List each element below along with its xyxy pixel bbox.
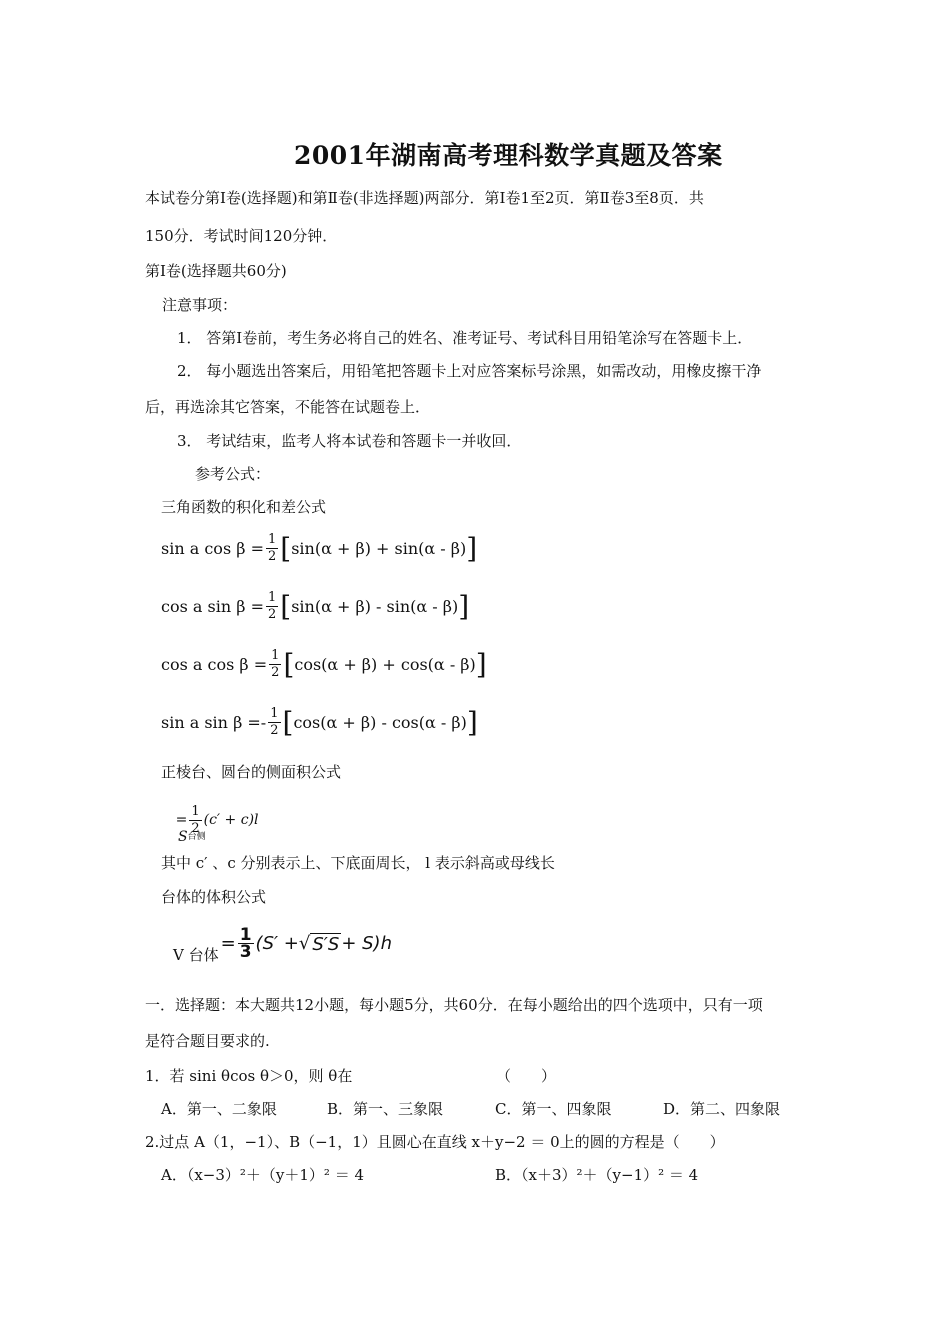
lateral-subscript: 台侧 bbox=[187, 831, 206, 842]
fraction-denominator: 2 bbox=[267, 549, 277, 564]
right-bracket: ] bbox=[466, 531, 478, 565]
formula-cos-cos bbox=[161, 648, 487, 681]
fraction-half bbox=[268, 706, 280, 739]
fraction-half bbox=[269, 648, 281, 681]
fraction-half bbox=[266, 532, 278, 565]
formula-body: sin(α + β) - sin(α - β) bbox=[291, 596, 459, 616]
right-bracket: ] bbox=[475, 647, 487, 681]
volume-heading: 台体的体积公式 bbox=[161, 888, 267, 906]
fraction-half bbox=[189, 804, 201, 837]
lateral-equals: = bbox=[175, 812, 188, 828]
fraction-numerator: 1 bbox=[270, 706, 279, 721]
fraction-third bbox=[238, 927, 254, 960]
formula-body: cos(α + β) + cos(α - β) bbox=[294, 654, 476, 674]
intro-line-1: 本试卷分第Ⅰ卷(选择题)和第Ⅱ卷(非选择题)两部分．第Ⅰ卷1至2页．第Ⅱ卷3至8页．共 bbox=[145, 189, 704, 207]
fraction-half bbox=[266, 590, 278, 623]
formula-body: sin(α + β) + sin(α - β) bbox=[291, 538, 467, 558]
formula-lhs: cos a sin β = bbox=[161, 596, 264, 616]
fraction-numerator: 1 bbox=[271, 648, 280, 663]
fraction-numerator: 1 bbox=[267, 532, 277, 547]
formula-cos-sin bbox=[161, 590, 469, 623]
lateral-note: 其中 c′ 、c 分别表示上、下底面周长， l 表示斜高或母线长 bbox=[161, 854, 555, 872]
right-bracket: ] bbox=[458, 589, 470, 623]
right-bracket: ] bbox=[466, 705, 478, 739]
left-bracket: [ bbox=[280, 531, 292, 565]
question-1-option-c: C．第一、四象限 bbox=[495, 1100, 612, 1118]
formula-sin-sin bbox=[161, 706, 478, 739]
question-1-stem: 1．若 sini θcos θ＞0，则 θ在 bbox=[145, 1067, 353, 1085]
page-title: 2001年湖南高考理科数学真题及答案 bbox=[294, 141, 723, 170]
reference-heading: 参考公式： bbox=[195, 465, 271, 483]
notes-item-3: 3． 考试结束，监考人将本试卷和答题卡一并收回． bbox=[177, 432, 522, 450]
trig-heading: 三角函数的积化和差公式 bbox=[161, 498, 327, 516]
question-2-option-a: A．（x−3）²＋（y＋1）² ＝ 4 bbox=[161, 1166, 365, 1184]
volume-equals: = bbox=[220, 933, 236, 954]
fraction-denominator: 3 bbox=[239, 942, 252, 962]
formula-lateral-area bbox=[175, 796, 259, 845]
lateral-symbol: S bbox=[178, 829, 188, 845]
section1-heading: 第Ⅰ卷(选择题共60分) bbox=[145, 262, 287, 280]
formula-body: cos(α + β) - cos(α - β) bbox=[293, 712, 467, 732]
question-2-stem: 2.过点 A（1，−1）、B（−1，1）且圆心在直线 x＋y−2 ＝ 0上的圆的方程是（ ） bbox=[145, 1133, 725, 1151]
lateral-body: (c′ + c)l bbox=[203, 812, 259, 828]
formula-lhs: sin a sin β =- bbox=[161, 712, 267, 732]
left-bracket: [ bbox=[282, 705, 294, 739]
notes-item-2-line1: 2． 每小题选出答案后，用铅笔把答题卡上对应答案标号涂黑，如需改动，用橡皮擦干净 bbox=[177, 362, 762, 380]
formula-sin-cos bbox=[161, 532, 477, 565]
fraction-numerator: 1 bbox=[267, 590, 277, 605]
question-2-option-b: B．（x＋3）²＋（y−1）² ＝ 4 bbox=[495, 1166, 699, 1184]
formula-lhs: sin a cos β = bbox=[161, 538, 264, 558]
fraction-denominator: 2 bbox=[191, 820, 200, 836]
question-1-option-a: A．第一、二象限 bbox=[161, 1100, 277, 1118]
notes-heading: 注意事项： bbox=[162, 296, 238, 314]
volume-sqrt: S′S bbox=[312, 933, 340, 955]
left-bracket: [ bbox=[283, 647, 295, 681]
fraction-numerator: 1 bbox=[239, 925, 252, 945]
formula-lhs: cos a cos β = bbox=[161, 654, 268, 674]
left-bracket: [ bbox=[280, 589, 292, 623]
notes-item-1: 1． 答第Ⅰ卷前，考生务必将自己的姓名、准考证号、考试科目用铅笔涂写在答题卡上． bbox=[177, 329, 753, 347]
question-1-option-b: B．第一、三象限 bbox=[327, 1100, 444, 1118]
intro-line-2: 150分．考试时间120分钟． bbox=[145, 227, 338, 245]
frustum-heading: 正棱台、圆台的侧面积公式 bbox=[161, 763, 342, 781]
volume-body-a: (S′ + bbox=[255, 933, 299, 954]
part1-instructions-line2: 是符合题目要求的. bbox=[145, 1032, 270, 1050]
formula-volume bbox=[173, 922, 392, 965]
volume-body-b: + S)h bbox=[341, 933, 392, 954]
question-1-option-d: D．第二、四象限 bbox=[663, 1100, 781, 1118]
volume-lhs: V 台体 bbox=[173, 946, 219, 964]
fraction-numerator: 1 bbox=[191, 803, 200, 819]
fraction-denominator: 2 bbox=[267, 607, 277, 622]
fraction-denominator: 2 bbox=[270, 723, 279, 738]
notes-item-2-line2: 后，再选涂其它答案，不能答在试题卷上． bbox=[145, 398, 431, 416]
part1-instructions-line1: 一．选择题：本大题共12小题，每小题5分，共60分．在每小题给出的四个选项中，只有一项 bbox=[145, 996, 763, 1014]
question-1-answer-blank: （ ） bbox=[496, 1067, 557, 1085]
fraction-denominator: 2 bbox=[271, 665, 280, 680]
sqrt-sign: √ bbox=[298, 933, 311, 954]
